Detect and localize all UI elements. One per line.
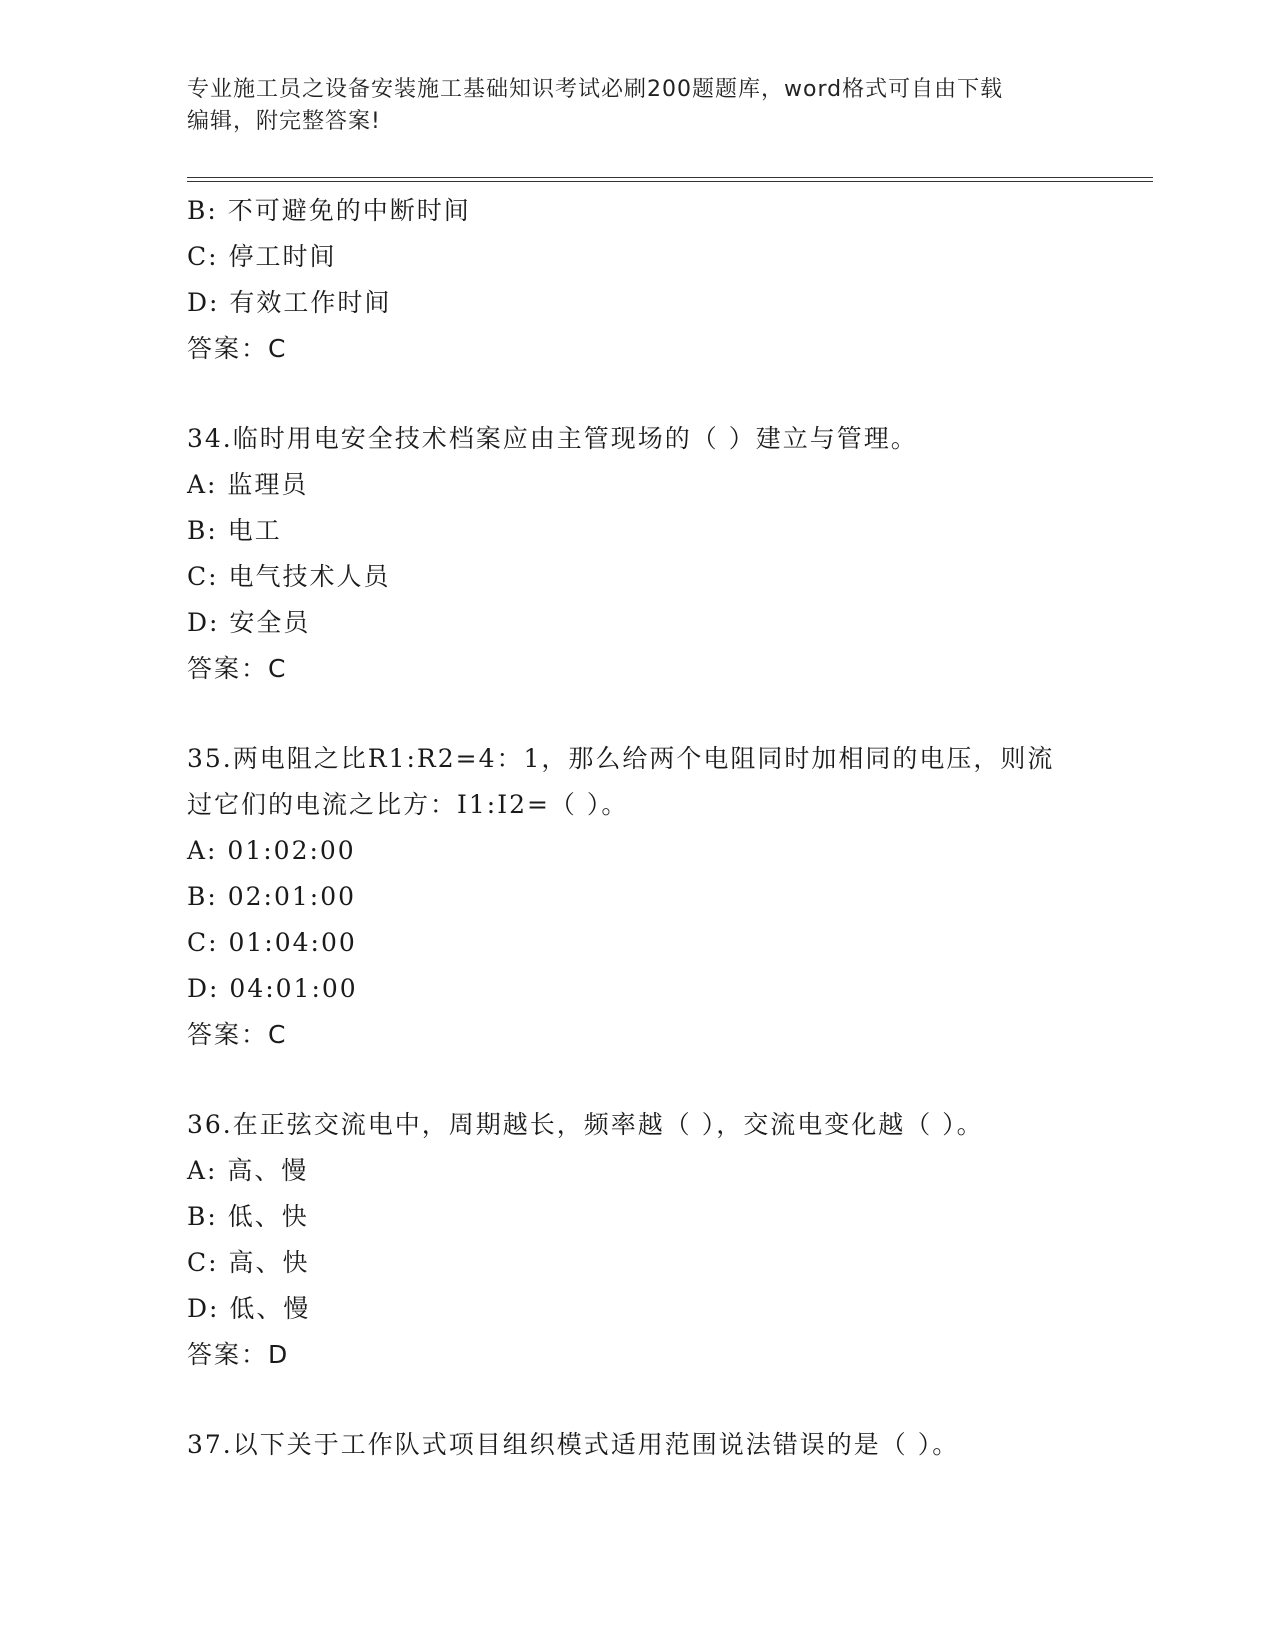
answer-line: 答案：C	[187, 334, 288, 363]
question-stem-line-2: 过它们的电流之比方：I1:I2=（ ）。	[187, 790, 629, 819]
answer-line: 答案：D	[187, 1340, 290, 1369]
header-title-line-2: 编辑，附完整答案!	[187, 109, 381, 134]
question-35	[187, 736, 1087, 1058]
option-b: B: 02:01:00	[187, 882, 357, 911]
question-36	[187, 1102, 1087, 1378]
header-divider	[187, 177, 1153, 182]
option-c: C: 停工时间	[187, 242, 337, 271]
header-title-line-1: 专业施工员之设备安装施工基础知识考试必刷200题题库，word格式可自由下载	[187, 77, 1004, 102]
option-c: C: 01:04:00	[187, 928, 357, 957]
option-d: D: 安全员	[187, 608, 311, 637]
option-d: D: 低、慢	[187, 1294, 311, 1323]
question-stem: 34.临时用电安全技术档案应由主管现场的（ ）建立与管理。	[187, 424, 918, 453]
question-spacer	[187, 1378, 1087, 1422]
question-37	[187, 1422, 1087, 1468]
option-d: D: 04:01:00	[187, 974, 358, 1003]
question-stem-line-1: 35.两电阻之比R1:R2=4：1，那么给两个电阻同时加相同的电压，则流	[187, 744, 1055, 773]
option-a: A: 监理员	[187, 470, 309, 499]
option-b: B: 不可避免的中断时间	[187, 196, 471, 225]
question-stem: 36.在正弦交流电中，周期越长，频率越（ ），交流电变化越（ ）。	[187, 1110, 984, 1139]
question-spacer	[187, 372, 1087, 416]
question-34	[187, 416, 1087, 692]
question-list	[187, 188, 1087, 1468]
page-header	[187, 74, 1067, 138]
option-a: A: 01:02:00	[187, 836, 356, 865]
answer-line: 答案：C	[187, 654, 288, 683]
question-spacer	[187, 1058, 1087, 1102]
option-b: B: 低、快	[187, 1202, 309, 1231]
answer-line: 答案：C	[187, 1020, 288, 1049]
option-c: C: 高、快	[187, 1248, 310, 1277]
question-spacer	[187, 692, 1087, 736]
question-stem: 37.以下关于工作队式项目组织模式适用范围说法错误的是（ ）。	[187, 1430, 960, 1459]
question-33-tail	[187, 188, 1087, 372]
option-c: C: 电气技术人员	[187, 562, 391, 591]
option-a: A: 高、慢	[187, 1156, 309, 1185]
option-b: B: 电工	[187, 516, 282, 545]
option-d: D: 有效工作时间	[187, 288, 392, 317]
